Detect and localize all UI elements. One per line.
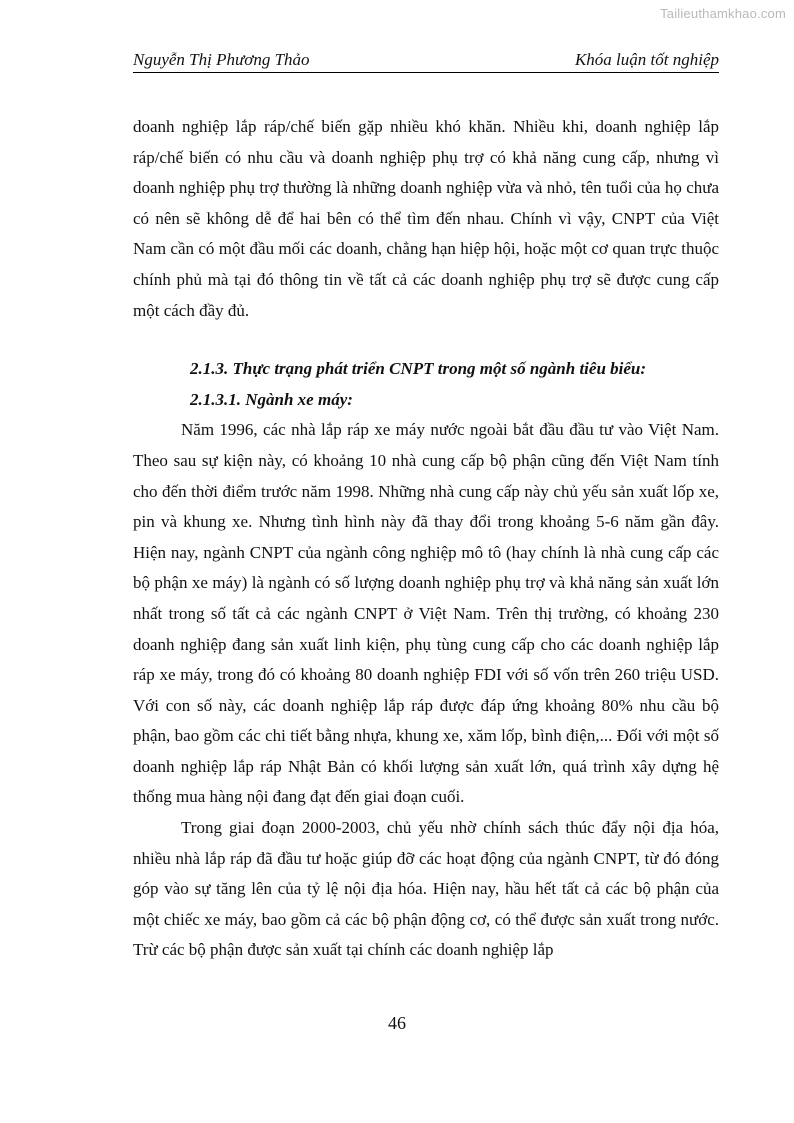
paragraph-motorbike-2: Trong giai đoạn 2000-2003, chủ yếu nhờ chính sách thúc đẩy nội địa hóa, nhiều nhà lắp ráp đã đầu tư hoặc giúp đỡ các hoạt động của ngành CNPT, từ đó đóng góp vào sự tăng lên của tỷ lệ nội địa hóa. Hiện nay, hầu hết tất cả các bộ phận của một chiếc xe máy, bao gồm cả các bộ phận động cơ, có thể được sản xuất trong nước. Trừ các bộ phận được sản xuất tại chính các doanh nghiệp lắp [133, 818, 719, 960]
page-number: 46 [388, 1013, 406, 1033]
watermark-text: Tailieuthamkhao.com [660, 6, 786, 21]
section-heading: 2.1.3. Thực trạng phát triển CNPT trong một số ngành tiêu biểu: [190, 359, 647, 379]
paragraph-motorbike-1: Năm 1996, các nhà lắp ráp xe máy nước ngoài bắt đầu đầu tư vào Việt Nam. Theo sau sự kiện này, có khoảng 10 nhà cung cấp bộ phận cũng đến Việt Nam tính cho đến thời điểm trước năm 1998. Những nhà cung cấp này chủ yếu sản xuất lốp xe, pin và khung xe. Nhưng tình hình này đã thay đổi trong khoảng 5-6 năm gần đây. Hiện nay, ngành CNPT của ngành công nghiệp mô tô (hay chính là nhà cung cấp các bộ phận xe máy) là ngành có số lượng doanh nghiệp phụ trợ và khả năng sản xuất lớn nhất trong số tất cả các ngành CNPT ở Việt Nam. Trên thị trường, có khoảng 230 doanh nghiệp đang sản xuất linh kiện, phụ tùng cung cấp cho các doanh nghiệp lắp ráp xe máy, trong đó có khoảng 80 doanh nghiệp FDI với số vốn trên 260 triệu USD. Với con số này, các doanh nghiệp lắp ráp được đáp ứng khoảng 80% nhu cầu bộ phận, bao gồm các chi tiết bằng nhựa, khung xe, xăm lốp, bình điện,... Đối với một số doanh nghiệp lắp ráp Nhật Bản có khối lượng sản xuất lớn, quá trình xây dựng hệ thống mua hàng nội đang đạt đến giai đoạn cuối. [133, 420, 719, 807]
header-author: Nguyễn Thị Phương Thảo [133, 50, 310, 69]
paragraph-intro: doanh nghiệp lắp ráp/chế biến gặp nhiều khó khăn. Nhiều khi, doanh nghiệp lắp ráp/chế biến có nhu cầu và doanh nghiệp phụ trợ có khả năng cung cấp, nhưng vì doanh nghiệp phụ trợ thường là những doanh nghiệp vừa và nhỏ, tên tuổi của họ chưa có nên sẽ không dễ để hai bên có thể tìm đến nhau. Chính vì vậy, CNPT của Việt Nam cần có một đầu mối các doanh, chẳng hạn hiệp hội, hoặc một cơ quan trực thuộc chính phủ mà tại đó thông tin về tất cả các doanh nghiệp phụ trợ sẽ được cung cấp một cách đầy đủ. [133, 117, 719, 320]
page-header [133, 50, 719, 73]
subsection-heading: 2.1.3.1. Ngành xe máy: [190, 389, 353, 409]
document-body [133, 112, 719, 966]
header-title: Khóa luận tốt nghiệp [574, 50, 719, 69]
